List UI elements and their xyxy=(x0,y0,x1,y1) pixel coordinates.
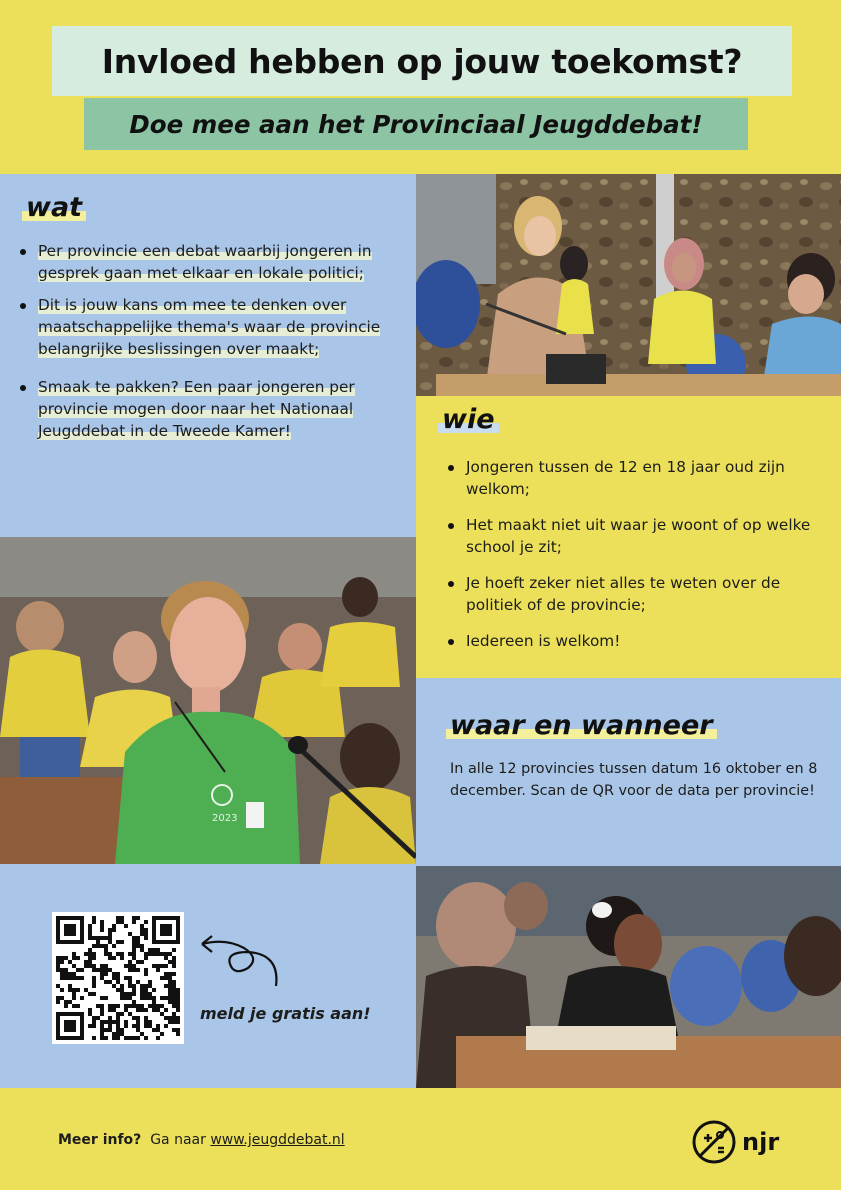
wat-heading: wat xyxy=(22,192,86,223)
waar-section xyxy=(416,678,841,866)
waar-text: In alle 12 provincies tussen datum 16 oktober en 8 december. Scan de QR voor de data per provincie! xyxy=(450,761,818,799)
list-item: Je hoeft zeker niet alles te weten over de politiek of de provincie; xyxy=(444,572,834,616)
speaker-photo xyxy=(0,537,416,864)
signup-label[interactable]: meld je gratis aan! xyxy=(200,1004,371,1023)
subtitle-banner xyxy=(84,98,748,150)
shirt-year: 2023 xyxy=(212,813,238,824)
footer-prefix: Meer info? xyxy=(58,1132,142,1148)
list-item: Het maakt niet uit waar je woont of op welke school je zit; xyxy=(444,514,834,558)
waar-heading: waar en wanneer xyxy=(446,710,717,741)
njr-logo-icon xyxy=(692,1120,736,1164)
title-banner xyxy=(52,26,792,96)
wie-list xyxy=(444,456,834,662)
students-photo xyxy=(416,866,841,1088)
list-item: Dit is jouw kans om mee te denken over maatschappelijke thema's waar de provincie belangrijke beslissingen over maakt; xyxy=(16,294,388,360)
wat-list xyxy=(16,240,388,452)
signup-section xyxy=(0,864,416,1088)
wie-section xyxy=(416,396,841,678)
list-item: Per provincie een debat waarbij jongeren in gesprek gaan met elkaar en lokale politici; xyxy=(16,240,388,284)
list-item: Iedereen is welkom! xyxy=(444,630,834,652)
curved-arrow-icon xyxy=(190,930,290,990)
footer-link[interactable]: www.jeugddebat.nl xyxy=(210,1132,345,1148)
page-title: Invloed hebben op jouw toekomst? xyxy=(101,41,743,81)
footer-info xyxy=(58,1132,345,1148)
njr-logo xyxy=(692,1120,779,1164)
njr-label: njr xyxy=(742,1128,780,1156)
list-item: Smaak te pakken? Een paar jongeren per provincie mogen door naar het Nationaal Jeugddebat in de Tweede Kamer! xyxy=(16,376,388,442)
footer-middle: Ga naar xyxy=(150,1132,206,1148)
wat-section xyxy=(0,174,416,537)
list-item: Jongeren tussen de 12 en 18 jaar oud zijn welkom; xyxy=(444,456,834,500)
debate-photo xyxy=(416,174,841,396)
qr-code-graphic xyxy=(56,916,180,1040)
page-subtitle: Doe mee aan het Provinciaal Jeugddebat! xyxy=(129,109,703,139)
qr-code[interactable] xyxy=(52,912,184,1044)
wie-heading: wie xyxy=(438,404,499,435)
